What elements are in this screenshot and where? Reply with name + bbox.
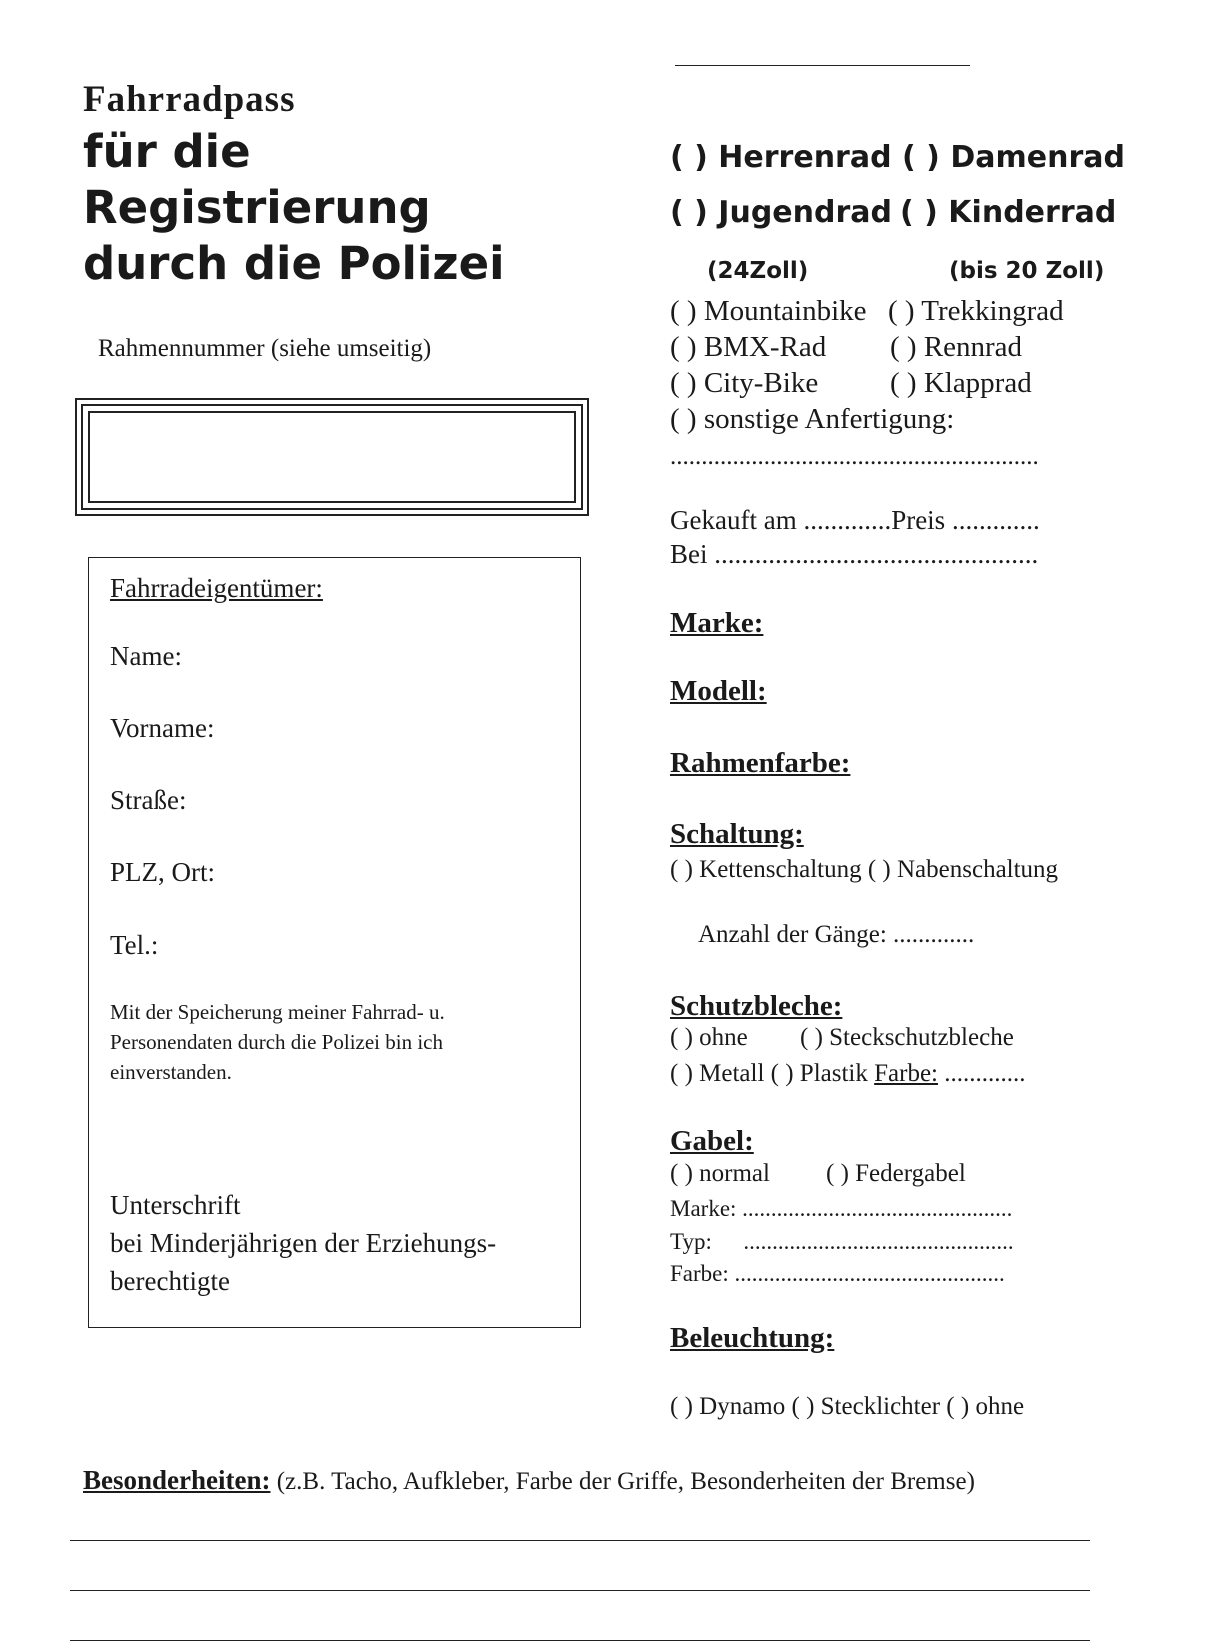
consent-line-3: einverstanden.	[110, 1060, 232, 1084]
fork-type-dots[interactable]: ...............................................	[743, 1229, 1014, 1254]
title-line-3: Registrierung	[83, 181, 431, 234]
remarks-line-2[interactable]	[70, 1590, 1090, 1591]
fork-brand[interactable]: Marke: ...............................................	[670, 1196, 1013, 1221]
owner-firstname-field[interactable]: Vorname:	[110, 713, 215, 743]
mudguard-color-dots[interactable]: .............	[938, 1060, 1026, 1087]
lighting-options[interactable]: ( ) Dynamo ( ) Stecklichter ( ) ohne	[670, 1393, 1025, 1420]
owner-heading: Fahrradeigentümer:	[110, 573, 323, 603]
child-size-note: (bis 20 Zoll)	[949, 258, 1105, 284]
owner-street-field[interactable]: Straße:	[110, 785, 187, 815]
fork-heading: Gabel:	[670, 1125, 754, 1157]
fork-type[interactable]	[670, 1229, 1014, 1255]
mudguards-heading: Schutzbleche:	[670, 990, 843, 1022]
bike-type-youth[interactable]: ( ) Jugendrad	[670, 195, 892, 230]
bike-type-child[interactable]: ( ) Kinderrad	[900, 195, 1117, 230]
remarks-line-3[interactable]	[70, 1640, 1090, 1641]
bike-type-mountainbike[interactable]: ( ) Mountainbike	[670, 295, 867, 327]
bike-type-other[interactable]: ( ) sonstige Anfertigung:	[670, 403, 955, 435]
purchase-seller[interactable]: Bei ................................................	[670, 539, 1039, 569]
owner-name-field[interactable]: Name:	[110, 641, 182, 671]
lighting-heading: Beleuchtung:	[670, 1322, 835, 1354]
bike-type-bmx[interactable]: ( ) BMX-Rad	[670, 331, 827, 363]
top-blank-line	[675, 65, 970, 66]
owner-phone-field[interactable]: Tel.:	[110, 930, 159, 960]
title-line-2: für die	[83, 125, 251, 178]
bike-type-folding[interactable]: ( ) Klapprad	[890, 367, 1032, 399]
mudguard-plug[interactable]: ( ) Steckschutzbleche	[800, 1024, 1014, 1051]
mudguard-material[interactable]	[670, 1060, 1026, 1088]
fork-type-label: Typ:	[670, 1229, 712, 1254]
bike-type-trekking[interactable]: ( ) Trekkingrad	[888, 295, 1064, 327]
consent-line-1: Mit der Speicherung meiner Fahrrad- u.	[110, 1000, 445, 1024]
remarks-line	[83, 1465, 975, 1496]
fork-suspension[interactable]: ( ) Federgabel	[826, 1160, 966, 1187]
remarks-hint: (z.B. Tacho, Aufkleber, Farbe der Griffe, Besonderheiten der Bremse)	[270, 1468, 975, 1495]
remarks-heading: Besonderheiten:	[83, 1465, 271, 1495]
bike-type-racing[interactable]: ( ) Rennrad	[890, 331, 1023, 363]
frame-number-field[interactable]	[88, 411, 576, 503]
gears-heading: Schaltung:	[670, 818, 804, 850]
gears-options[interactable]: ( ) Kettenschaltung ( ) Nabenschaltung	[670, 856, 1059, 883]
model-label: Modell:	[670, 675, 767, 707]
youth-size-note: (24Zoll)	[707, 258, 809, 284]
title-line-1: Fahrradpass	[83, 79, 296, 120]
frame-number-label: Rahmennummer (siehe umseitig)	[98, 335, 432, 362]
signature-line-1: Unterschrift	[110, 1190, 241, 1220]
remarks-line-1[interactable]	[70, 1540, 1090, 1541]
brand-label: Marke:	[670, 607, 764, 639]
fork-color[interactable]: Farbe: ...............................................	[670, 1261, 1005, 1286]
mudguard-none[interactable]: ( ) ohne	[670, 1024, 748, 1051]
consent-line-2: Personendaten durch die Polizei bin ich	[110, 1030, 443, 1054]
gears-count[interactable]: Anzahl der Gänge: .............	[698, 921, 975, 948]
mudguard-material-options[interactable]: ( ) Metall ( ) Plastik	[670, 1060, 868, 1087]
frame-color-label: Rahmenfarbe:	[670, 747, 851, 779]
bike-type-other-dots[interactable]: ...........................................................	[670, 443, 1039, 470]
bike-type-city[interactable]: ( ) City-Bike	[670, 367, 819, 399]
fork-normal[interactable]: ( ) normal	[670, 1160, 770, 1187]
mudguard-color-label: Farbe:	[874, 1060, 939, 1087]
title-line-4: durch die Polizei	[83, 237, 505, 290]
signature-line-2: bei Minderjährigen der Erziehungs-	[110, 1228, 497, 1258]
bike-type-row-1[interactable]: ( ) Herrenrad ( ) Damenrad	[670, 140, 1125, 175]
signature-line-3[interactable]: berechtigte	[110, 1266, 230, 1296]
owner-city-field[interactable]: PLZ, Ort:	[110, 857, 215, 887]
purchase-date-price[interactable]: Gekauft am .............Preis .............	[670, 505, 1040, 535]
